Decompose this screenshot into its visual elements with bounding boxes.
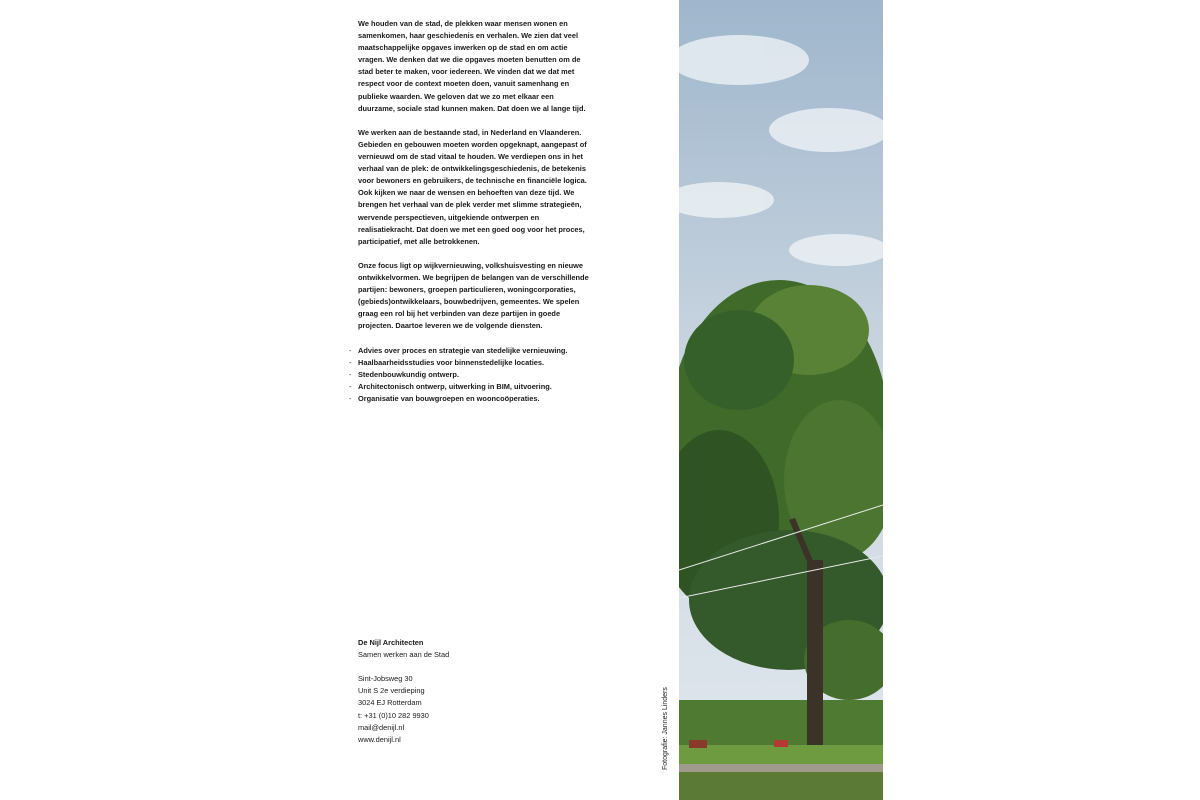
company-name: De Nijl Architecten: [358, 638, 424, 647]
service-item: - Haalbaarheidsstudies voor binnenstedelijke locaties.: [358, 357, 590, 369]
service-item: - Architectonisch ontwerp, uitwerking in BIM, uitvoering.: [358, 381, 590, 393]
address-line-3: 3024 EJ Rotterdam: [358, 698, 422, 708]
phone-number: t: +31 (0)10 282 9930: [358, 710, 429, 720]
colophon: [358, 637, 558, 746]
company-tagline: Samen werken aan de Stad: [358, 650, 450, 660]
intro-paragraph-1: We houden van de stad, de plekken waar mensen wonen en samenkomen, haar geschiedenis en verhalen. We zien dat veel maatschappelijke opgaves inwerken op de stad en om actie vragen. We denken dat we die opgaves moeten benutten om de stad beter te maken, voor iedereen. We vinden dat we dat met respect voor de context moeten doen, vanuit samenhang en publieke waarden. We geloven dat we zo met elkaar een duurzame, sociale stad kunnen maken. Dat doen we al lange tijd.: [358, 19, 586, 113]
address-line-2: Unit S 2e verdieping: [358, 686, 425, 696]
tree-photo: [679, 0, 883, 800]
address-line-1: Sint-Jobsweg 30: [358, 674, 413, 684]
intro-paragraph-3: Onze focus ligt op wijkvernieuwing, volkshuisvesting en nieuwe ontwikkelvormen. We begrijpen de belangen van de verschillende partijen: bewoners, groepen particulieren, woningcorporaties, (gebieds)ontwikkelaars, bouwbedrijven, gemeentes. We spelen graag een rol bij het verbinden van deze partijen in goede projecten. Daartoe leveren we de volgende diensten.: [358, 260, 589, 331]
intro-text-column: [358, 18, 590, 405]
photo-credit: Fotografie: Jannes Linders: [662, 687, 669, 770]
service-item: - Stedenbouwkundig ontwerp.: [358, 369, 590, 381]
intro-paragraph-2: We werken aan de bestaande stad, in Nederland en Vlaanderen. Gebieden en gebouwen moeten worden opgeknapt, aangepast of vernieuwd om de stad vitaal te houden. We verdiepen ons in het verhaal van de plek: de ontwikkelingsgeschiedenis, de betekenis voor bewoners en gebruikers, de technische en financiële logica. Ook kijken we naar de wensen en behoeften van deze tijd. We brengen het verhaal van de plek verder met slimme strategieën, wervende perspectieven, uitgekiende ontwerpen en realisatiekracht. Dat doen we met een goed oog voor het proces, participatief, met alle betrokkenen.: [358, 127, 587, 246]
services-list: [358, 345, 590, 405]
service-item: - Advies over proces en strategie van stedelijke vernieuwing.: [358, 345, 590, 357]
email-address: mail@denijl.nl: [358, 722, 405, 732]
website-url: www.denijl.nl: [358, 734, 401, 744]
service-item: - Organisatie van bouwgroepen en wooncoöperaties.: [358, 393, 590, 405]
